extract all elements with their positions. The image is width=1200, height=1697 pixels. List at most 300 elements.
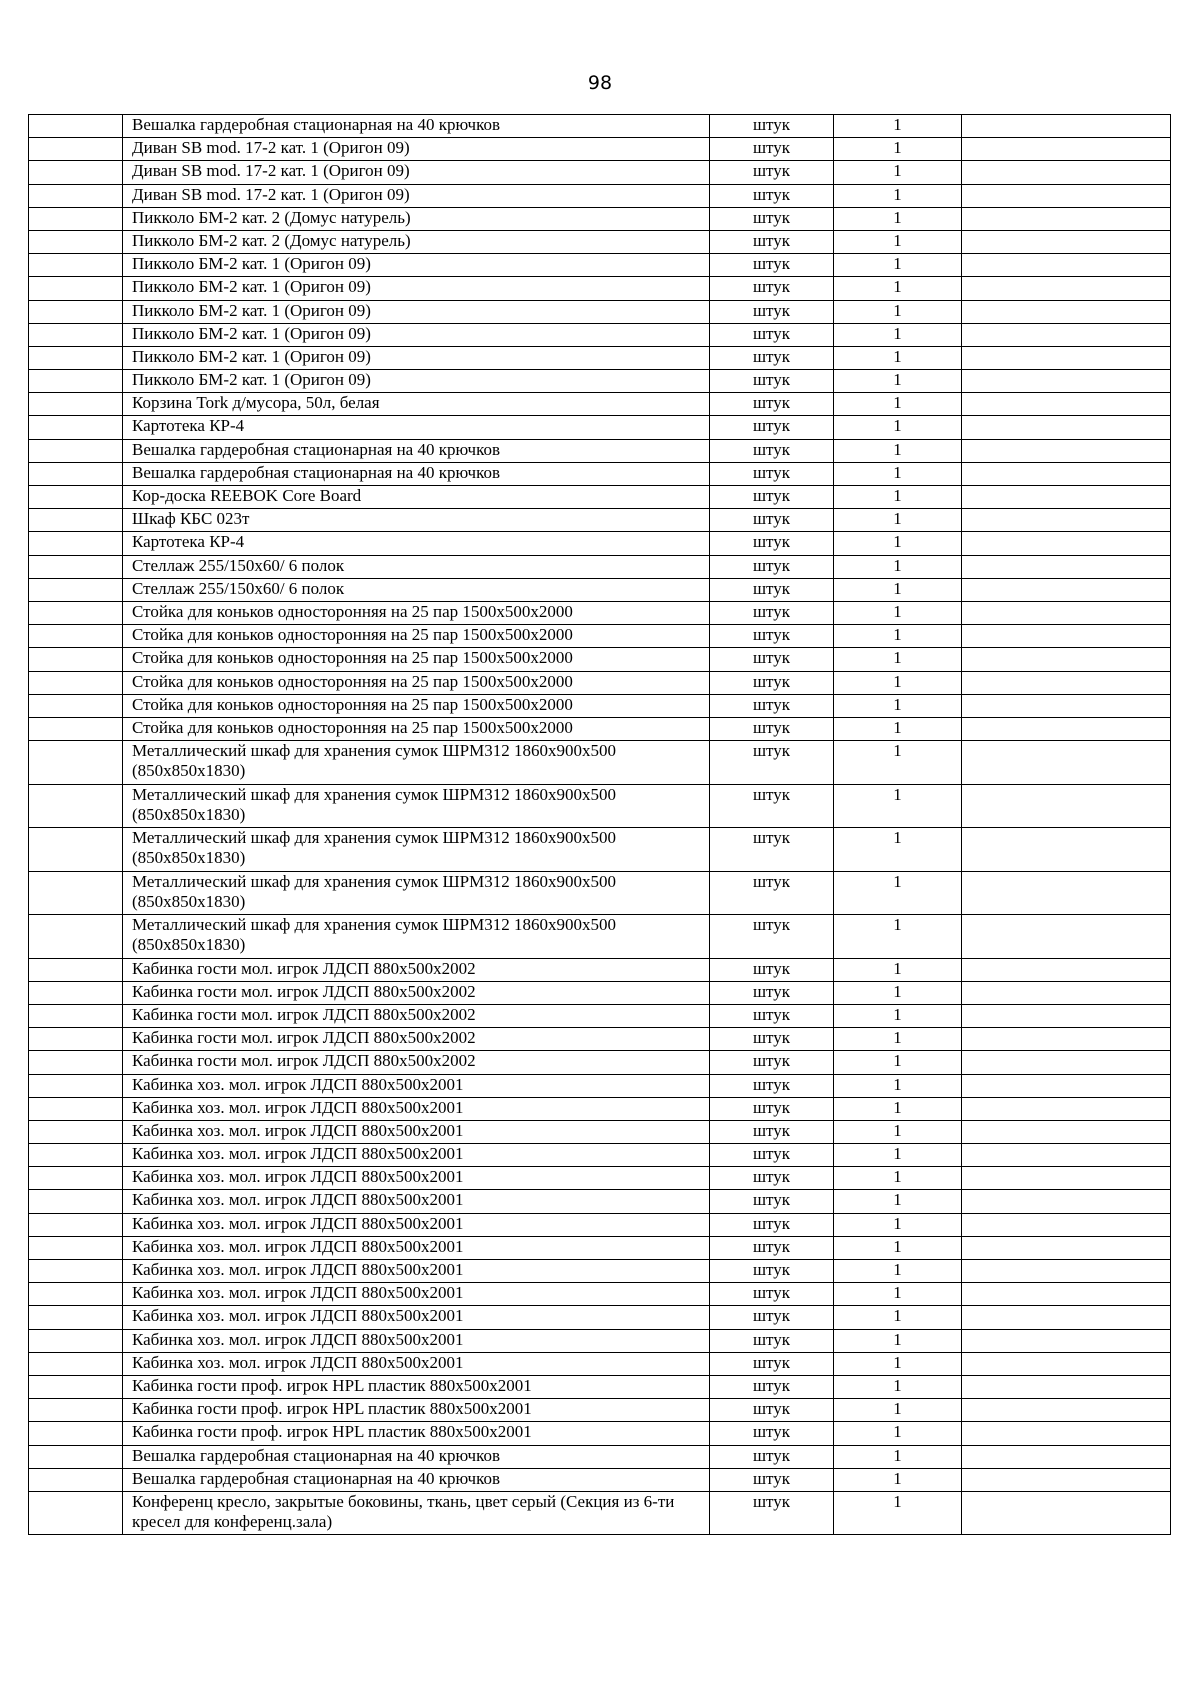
unit-cell: штук bbox=[710, 1422, 834, 1445]
table-row bbox=[29, 694, 1171, 717]
item-name-cell: Стойка для коньков односторонняя на 25 пар 1500х500х2000 bbox=[123, 648, 710, 671]
table-row bbox=[29, 346, 1171, 369]
quantity-cell: 1 bbox=[834, 115, 962, 138]
row-index-cell bbox=[29, 138, 123, 161]
row-index-cell bbox=[29, 1028, 123, 1051]
inventory-table-body bbox=[29, 115, 1171, 1535]
table-row bbox=[29, 184, 1171, 207]
notes-cell bbox=[962, 532, 1171, 555]
table-row bbox=[29, 486, 1171, 509]
quantity-cell: 1 bbox=[834, 1213, 962, 1236]
item-name-cell: Вешалка гардеробная стационарная на 40 крючков bbox=[123, 115, 710, 138]
item-name-cell: Металлический шкаф для хранения сумок ШРМ312 1860х900х500 (850х850х1830) bbox=[123, 871, 710, 915]
table-row bbox=[29, 1329, 1171, 1352]
item-name-cell: Кабинка хоз. мол. игрок ЛДСП 880х500х2001 bbox=[123, 1120, 710, 1143]
row-index-cell bbox=[29, 1352, 123, 1375]
notes-cell bbox=[962, 601, 1171, 624]
notes-cell bbox=[962, 555, 1171, 578]
item-name-cell: Шкаф КБС 023т bbox=[123, 509, 710, 532]
row-index-cell bbox=[29, 1236, 123, 1259]
quantity-cell: 1 bbox=[834, 486, 962, 509]
row-index-cell bbox=[29, 1306, 123, 1329]
row-index-cell bbox=[29, 1004, 123, 1027]
quantity-cell: 1 bbox=[834, 1445, 962, 1468]
notes-cell bbox=[962, 300, 1171, 323]
quantity-cell: 1 bbox=[834, 1468, 962, 1491]
row-index-cell bbox=[29, 1167, 123, 1190]
inventory-table bbox=[28, 114, 1171, 1535]
item-name-cell: Вешалка гардеробная стационарная на 40 крючков bbox=[123, 1445, 710, 1468]
quantity-cell: 1 bbox=[834, 1375, 962, 1398]
notes-cell bbox=[962, 671, 1171, 694]
row-index-cell bbox=[29, 625, 123, 648]
notes-cell bbox=[962, 625, 1171, 648]
notes-cell bbox=[962, 1375, 1171, 1398]
table-row bbox=[29, 981, 1171, 1004]
row-index-cell bbox=[29, 915, 123, 959]
unit-cell: штук bbox=[710, 439, 834, 462]
item-name-cell: Кабинка хоз. мол. игрок ЛДСП 880х500х2001 bbox=[123, 1097, 710, 1120]
item-name-cell: Диван SB mod. 17-2 кат. 1 (Оригон 09) bbox=[123, 184, 710, 207]
notes-cell bbox=[962, 1491, 1171, 1535]
quantity-cell: 1 bbox=[834, 1028, 962, 1051]
item-name-cell: Картотека КР-4 bbox=[123, 416, 710, 439]
table-row bbox=[29, 509, 1171, 532]
table-row bbox=[29, 462, 1171, 485]
unit-cell: штук bbox=[710, 346, 834, 369]
quantity-cell: 1 bbox=[834, 1260, 962, 1283]
item-name-cell: Кабинка хоз. мол. игрок ЛДСП 880х500х2001 bbox=[123, 1329, 710, 1352]
quantity-cell: 1 bbox=[834, 1352, 962, 1375]
notes-cell bbox=[962, 370, 1171, 393]
quantity-cell: 1 bbox=[834, 1144, 962, 1167]
quantity-cell: 1 bbox=[834, 323, 962, 346]
row-index-cell bbox=[29, 532, 123, 555]
unit-cell: штук bbox=[710, 161, 834, 184]
item-name-cell: Кабинка хоз. мол. игрок ЛДСП 880х500х2001 bbox=[123, 1213, 710, 1236]
row-index-cell bbox=[29, 741, 123, 785]
item-name-cell: Стойка для коньков односторонняя на 25 пар 1500х500х2000 bbox=[123, 717, 710, 740]
unit-cell: штук bbox=[710, 1004, 834, 1027]
quantity-cell: 1 bbox=[834, 1051, 962, 1074]
table-row bbox=[29, 1144, 1171, 1167]
table-row bbox=[29, 1422, 1171, 1445]
notes-cell bbox=[962, 462, 1171, 485]
notes-cell bbox=[962, 1051, 1171, 1074]
item-name-cell: Кабинка гости мол. игрок ЛДСП 880х500х2002 bbox=[123, 1051, 710, 1074]
table-row bbox=[29, 161, 1171, 184]
notes-cell bbox=[962, 416, 1171, 439]
item-name-cell: Кабинка хоз. мол. игрок ЛДСП 880х500х2001 bbox=[123, 1283, 710, 1306]
item-name-cell: Вешалка гардеробная стационарная на 40 крючков bbox=[123, 439, 710, 462]
quantity-cell: 1 bbox=[834, 555, 962, 578]
quantity-cell: 1 bbox=[834, 416, 962, 439]
quantity-cell: 1 bbox=[834, 370, 962, 393]
table-row bbox=[29, 1352, 1171, 1375]
item-name-cell: Кабинка гости мол. игрок ЛДСП 880х500х2002 bbox=[123, 1004, 710, 1027]
row-index-cell bbox=[29, 161, 123, 184]
notes-cell bbox=[962, 741, 1171, 785]
unit-cell: штук bbox=[710, 1120, 834, 1143]
unit-cell: штук bbox=[710, 1352, 834, 1375]
table-row bbox=[29, 1028, 1171, 1051]
unit-cell: штук bbox=[710, 1097, 834, 1120]
unit-cell: штук bbox=[710, 871, 834, 915]
notes-cell bbox=[962, 1236, 1171, 1259]
notes-cell bbox=[962, 138, 1171, 161]
table-row bbox=[29, 958, 1171, 981]
unit-cell: штук bbox=[710, 625, 834, 648]
row-index-cell bbox=[29, 1144, 123, 1167]
row-index-cell bbox=[29, 416, 123, 439]
item-name-cell: Кабинка гости мол. игрок ЛДСП 880х500х2002 bbox=[123, 958, 710, 981]
unit-cell: штук bbox=[710, 1074, 834, 1097]
item-name-cell: Стеллаж 255/150х60/ 6 полок bbox=[123, 578, 710, 601]
unit-cell: штук bbox=[710, 784, 834, 828]
unit-cell: штук bbox=[710, 1028, 834, 1051]
notes-cell bbox=[962, 1352, 1171, 1375]
table-row bbox=[29, 115, 1171, 138]
notes-cell bbox=[962, 1167, 1171, 1190]
table-row bbox=[29, 784, 1171, 828]
row-index-cell bbox=[29, 509, 123, 532]
quantity-cell: 1 bbox=[834, 784, 962, 828]
unit-cell: штук bbox=[710, 532, 834, 555]
quantity-cell: 1 bbox=[834, 694, 962, 717]
table-row bbox=[29, 555, 1171, 578]
table-row bbox=[29, 741, 1171, 785]
table-row bbox=[29, 1190, 1171, 1213]
table-row bbox=[29, 1445, 1171, 1468]
table-row bbox=[29, 323, 1171, 346]
row-index-cell bbox=[29, 1491, 123, 1535]
row-index-cell bbox=[29, 486, 123, 509]
item-name-cell: Металлический шкаф для хранения сумок ШРМ312 1860х900х500 (850х850х1830) bbox=[123, 784, 710, 828]
quantity-cell: 1 bbox=[834, 1399, 962, 1422]
notes-cell bbox=[962, 486, 1171, 509]
row-index-cell bbox=[29, 1260, 123, 1283]
row-index-cell bbox=[29, 184, 123, 207]
item-name-cell: Кабинка гости проф. игрок HPL пластик 880х500х2001 bbox=[123, 1422, 710, 1445]
item-name-cell: Стойка для коньков односторонняя на 25 пар 1500х500х2000 bbox=[123, 671, 710, 694]
quantity-cell: 1 bbox=[834, 871, 962, 915]
row-index-cell bbox=[29, 1074, 123, 1097]
item-name-cell: Вешалка гардеробная стационарная на 40 крючков bbox=[123, 1468, 710, 1491]
notes-cell bbox=[962, 184, 1171, 207]
unit-cell: штук bbox=[710, 115, 834, 138]
row-index-cell bbox=[29, 1213, 123, 1236]
notes-cell bbox=[962, 254, 1171, 277]
row-index-cell bbox=[29, 671, 123, 694]
unit-cell: штук bbox=[710, 1213, 834, 1236]
table-row bbox=[29, 1004, 1171, 1027]
table-row bbox=[29, 1236, 1171, 1259]
row-index-cell bbox=[29, 1468, 123, 1491]
row-index-cell bbox=[29, 1445, 123, 1468]
unit-cell: штук bbox=[710, 1375, 834, 1398]
table-row bbox=[29, 1399, 1171, 1422]
table-row bbox=[29, 1097, 1171, 1120]
notes-cell bbox=[962, 871, 1171, 915]
notes-cell bbox=[962, 1260, 1171, 1283]
item-name-cell: Кор-доска REEBOK Core Board bbox=[123, 486, 710, 509]
notes-cell bbox=[962, 1306, 1171, 1329]
item-name-cell: Диван SB mod. 17-2 кат. 1 (Оригон 09) bbox=[123, 161, 710, 184]
notes-cell bbox=[962, 828, 1171, 872]
quantity-cell: 1 bbox=[834, 1074, 962, 1097]
item-name-cell: Кабинка хоз. мол. игрок ЛДСП 880х500х2001 bbox=[123, 1074, 710, 1097]
notes-cell bbox=[962, 717, 1171, 740]
row-index-cell bbox=[29, 462, 123, 485]
unit-cell: штук bbox=[710, 1399, 834, 1422]
notes-cell bbox=[962, 981, 1171, 1004]
row-index-cell bbox=[29, 230, 123, 253]
table-row bbox=[29, 439, 1171, 462]
quantity-cell: 1 bbox=[834, 717, 962, 740]
row-index-cell bbox=[29, 207, 123, 230]
notes-cell bbox=[962, 958, 1171, 981]
item-name-cell: Кабинка хоз. мол. игрок ЛДСП 880х500х2001 bbox=[123, 1306, 710, 1329]
item-name-cell: Картотека КР-4 bbox=[123, 532, 710, 555]
unit-cell: штук bbox=[710, 254, 834, 277]
notes-cell bbox=[962, 1468, 1171, 1491]
notes-cell bbox=[962, 323, 1171, 346]
notes-cell bbox=[962, 393, 1171, 416]
notes-cell bbox=[962, 509, 1171, 532]
row-index-cell bbox=[29, 1329, 123, 1352]
quantity-cell: 1 bbox=[834, 981, 962, 1004]
table-row bbox=[29, 1260, 1171, 1283]
unit-cell: штук bbox=[710, 1260, 834, 1283]
unit-cell: штук bbox=[710, 1329, 834, 1352]
notes-cell bbox=[962, 277, 1171, 300]
item-name-cell: Кабинка хоз. мол. игрок ЛДСП 880х500х2001 bbox=[123, 1352, 710, 1375]
table-row bbox=[29, 871, 1171, 915]
notes-cell bbox=[962, 694, 1171, 717]
row-index-cell bbox=[29, 115, 123, 138]
row-index-cell bbox=[29, 601, 123, 624]
table-row bbox=[29, 625, 1171, 648]
row-index-cell bbox=[29, 1375, 123, 1398]
item-name-cell: Кабинка хоз. мол. игрок ЛДСП 880х500х2001 bbox=[123, 1144, 710, 1167]
quantity-cell: 1 bbox=[834, 625, 962, 648]
row-index-cell bbox=[29, 828, 123, 872]
unit-cell: штук bbox=[710, 1051, 834, 1074]
notes-cell bbox=[962, 915, 1171, 959]
unit-cell: штук bbox=[710, 981, 834, 1004]
unit-cell: штук bbox=[710, 671, 834, 694]
unit-cell: штук bbox=[710, 207, 834, 230]
quantity-cell: 1 bbox=[834, 578, 962, 601]
notes-cell bbox=[962, 1028, 1171, 1051]
row-index-cell bbox=[29, 300, 123, 323]
item-name-cell: Пикколо БМ-2 кат. 1 (Оригон 09) bbox=[123, 370, 710, 393]
item-name-cell: Кабинка хоз. мол. игрок ЛДСП 880х500х2001 bbox=[123, 1190, 710, 1213]
row-index-cell bbox=[29, 346, 123, 369]
item-name-cell: Кабинка хоз. мол. игрок ЛДСП 880х500х2001 bbox=[123, 1167, 710, 1190]
unit-cell: штук bbox=[710, 828, 834, 872]
notes-cell bbox=[962, 1074, 1171, 1097]
notes-cell bbox=[962, 161, 1171, 184]
item-name-cell: Стойка для коньков односторонняя на 25 пар 1500х500х2000 bbox=[123, 694, 710, 717]
unit-cell: штук bbox=[710, 601, 834, 624]
notes-cell bbox=[962, 1097, 1171, 1120]
row-index-cell bbox=[29, 555, 123, 578]
quantity-cell: 1 bbox=[834, 277, 962, 300]
row-index-cell bbox=[29, 370, 123, 393]
notes-cell bbox=[962, 1213, 1171, 1236]
unit-cell: штук bbox=[710, 323, 834, 346]
row-index-cell bbox=[29, 648, 123, 671]
item-name-cell: Пикколо БМ-2 кат. 1 (Оригон 09) bbox=[123, 346, 710, 369]
row-index-cell bbox=[29, 1283, 123, 1306]
table-row bbox=[29, 1213, 1171, 1236]
row-index-cell bbox=[29, 1422, 123, 1445]
quantity-cell: 1 bbox=[834, 1097, 962, 1120]
quantity-cell: 1 bbox=[834, 1491, 962, 1535]
quantity-cell: 1 bbox=[834, 1120, 962, 1143]
quantity-cell: 1 bbox=[834, 462, 962, 485]
unit-cell: штук bbox=[710, 1190, 834, 1213]
quantity-cell: 1 bbox=[834, 828, 962, 872]
notes-cell bbox=[962, 439, 1171, 462]
unit-cell: штук bbox=[710, 370, 834, 393]
table-row bbox=[29, 1491, 1171, 1535]
table-row bbox=[29, 1074, 1171, 1097]
unit-cell: штук bbox=[710, 230, 834, 253]
item-name-cell: Кабинка хоз. мол. игрок ЛДСП 880х500х2001 bbox=[123, 1260, 710, 1283]
notes-cell bbox=[962, 1422, 1171, 1445]
row-index-cell bbox=[29, 694, 123, 717]
notes-cell bbox=[962, 1329, 1171, 1352]
quantity-cell: 1 bbox=[834, 230, 962, 253]
row-index-cell bbox=[29, 439, 123, 462]
unit-cell: штук bbox=[710, 393, 834, 416]
item-name-cell: Вешалка гардеробная стационарная на 40 крючков bbox=[123, 462, 710, 485]
row-index-cell bbox=[29, 323, 123, 346]
quantity-cell: 1 bbox=[834, 161, 962, 184]
table-row bbox=[29, 1306, 1171, 1329]
quantity-cell: 1 bbox=[834, 1167, 962, 1190]
quantity-cell: 1 bbox=[834, 439, 962, 462]
quantity-cell: 1 bbox=[834, 1004, 962, 1027]
unit-cell: штук bbox=[710, 741, 834, 785]
quantity-cell: 1 bbox=[834, 300, 962, 323]
unit-cell: штук bbox=[710, 915, 834, 959]
quantity-cell: 1 bbox=[834, 1283, 962, 1306]
item-name-cell: Пикколо БМ-2 кат. 1 (Оригон 09) bbox=[123, 323, 710, 346]
row-index-cell bbox=[29, 871, 123, 915]
quantity-cell: 1 bbox=[834, 1329, 962, 1352]
item-name-cell: Металлический шкаф для хранения сумок ШРМ312 1860х900х500 (850х850х1830) bbox=[123, 828, 710, 872]
unit-cell: штук bbox=[710, 416, 834, 439]
item-name-cell: Стойка для коньков односторонняя на 25 пар 1500х500х2000 bbox=[123, 625, 710, 648]
table-row bbox=[29, 300, 1171, 323]
row-index-cell bbox=[29, 1399, 123, 1422]
table-row bbox=[29, 1051, 1171, 1074]
quantity-cell: 1 bbox=[834, 346, 962, 369]
quantity-cell: 1 bbox=[834, 648, 962, 671]
item-name-cell: Металлический шкаф для хранения сумок ШРМ312 1860х900х500 (850х850х1830) bbox=[123, 741, 710, 785]
row-index-cell bbox=[29, 277, 123, 300]
quantity-cell: 1 bbox=[834, 1190, 962, 1213]
table-row bbox=[29, 671, 1171, 694]
table-row bbox=[29, 1167, 1171, 1190]
unit-cell: штук bbox=[710, 1306, 834, 1329]
notes-cell bbox=[962, 1399, 1171, 1422]
unit-cell: штук bbox=[710, 1144, 834, 1167]
page-number: 98 bbox=[587, 72, 613, 94]
quantity-cell: 1 bbox=[834, 184, 962, 207]
unit-cell: штук bbox=[710, 509, 834, 532]
notes-cell bbox=[962, 1004, 1171, 1027]
quantity-cell: 1 bbox=[834, 532, 962, 555]
notes-cell bbox=[962, 1190, 1171, 1213]
item-name-cell: Пикколо БМ-2 кат. 1 (Оригон 09) bbox=[123, 300, 710, 323]
notes-cell bbox=[962, 1283, 1171, 1306]
quantity-cell: 1 bbox=[834, 915, 962, 959]
item-name-cell: Конференц кресло, закрытые боковины, ткань, цвет серый (Секция из 6-ти кресел для конференц.зала) bbox=[123, 1491, 710, 1535]
table-row bbox=[29, 277, 1171, 300]
item-name-cell: Кабинка гости мол. игрок ЛДСП 880х500х2002 bbox=[123, 1028, 710, 1051]
table-row bbox=[29, 138, 1171, 161]
notes-cell bbox=[962, 207, 1171, 230]
item-name-cell: Пикколо БМ-2 кат. 1 (Оригон 09) bbox=[123, 277, 710, 300]
table-row bbox=[29, 1283, 1171, 1306]
notes-cell bbox=[962, 1144, 1171, 1167]
unit-cell: штук bbox=[710, 1445, 834, 1468]
unit-cell: штук bbox=[710, 1491, 834, 1535]
quantity-cell: 1 bbox=[834, 671, 962, 694]
unit-cell: штук bbox=[710, 578, 834, 601]
unit-cell: штук bbox=[710, 462, 834, 485]
unit-cell: штук bbox=[710, 555, 834, 578]
unit-cell: штук bbox=[710, 1468, 834, 1491]
quantity-cell: 1 bbox=[834, 1422, 962, 1445]
row-index-cell bbox=[29, 981, 123, 1004]
unit-cell: штук bbox=[710, 300, 834, 323]
table-row bbox=[29, 416, 1171, 439]
table-row bbox=[29, 915, 1171, 959]
table-row bbox=[29, 601, 1171, 624]
item-name-cell: Кабинка хоз. мол. игрок ЛДСП 880х500х2001 bbox=[123, 1236, 710, 1259]
row-index-cell bbox=[29, 1120, 123, 1143]
unit-cell: штук bbox=[710, 1167, 834, 1190]
table-row bbox=[29, 1120, 1171, 1143]
unit-cell: штук bbox=[710, 958, 834, 981]
item-name-cell: Кабинка гости мол. игрок ЛДСП 880х500х2002 bbox=[123, 981, 710, 1004]
unit-cell: штук bbox=[710, 648, 834, 671]
quantity-cell: 1 bbox=[834, 254, 962, 277]
unit-cell: штук bbox=[710, 717, 834, 740]
item-name-cell: Пикколо БМ-2 кат. 1 (Оригон 09) bbox=[123, 254, 710, 277]
notes-cell bbox=[962, 230, 1171, 253]
row-index-cell bbox=[29, 254, 123, 277]
quantity-cell: 1 bbox=[834, 1306, 962, 1329]
table-row bbox=[29, 230, 1171, 253]
table-row bbox=[29, 532, 1171, 555]
row-index-cell bbox=[29, 717, 123, 740]
unit-cell: штук bbox=[710, 694, 834, 717]
quantity-cell: 1 bbox=[834, 741, 962, 785]
quantity-cell: 1 bbox=[834, 958, 962, 981]
item-name-cell: Стеллаж 255/150х60/ 6 полок bbox=[123, 555, 710, 578]
item-name-cell: Кабинка гости проф. игрок HPL пластик 880х500х2001 bbox=[123, 1375, 710, 1398]
quantity-cell: 1 bbox=[834, 207, 962, 230]
row-index-cell bbox=[29, 1097, 123, 1120]
notes-cell bbox=[962, 648, 1171, 671]
item-name-cell: Пикколо БМ-2 кат. 2 (Домус натурель) bbox=[123, 230, 710, 253]
